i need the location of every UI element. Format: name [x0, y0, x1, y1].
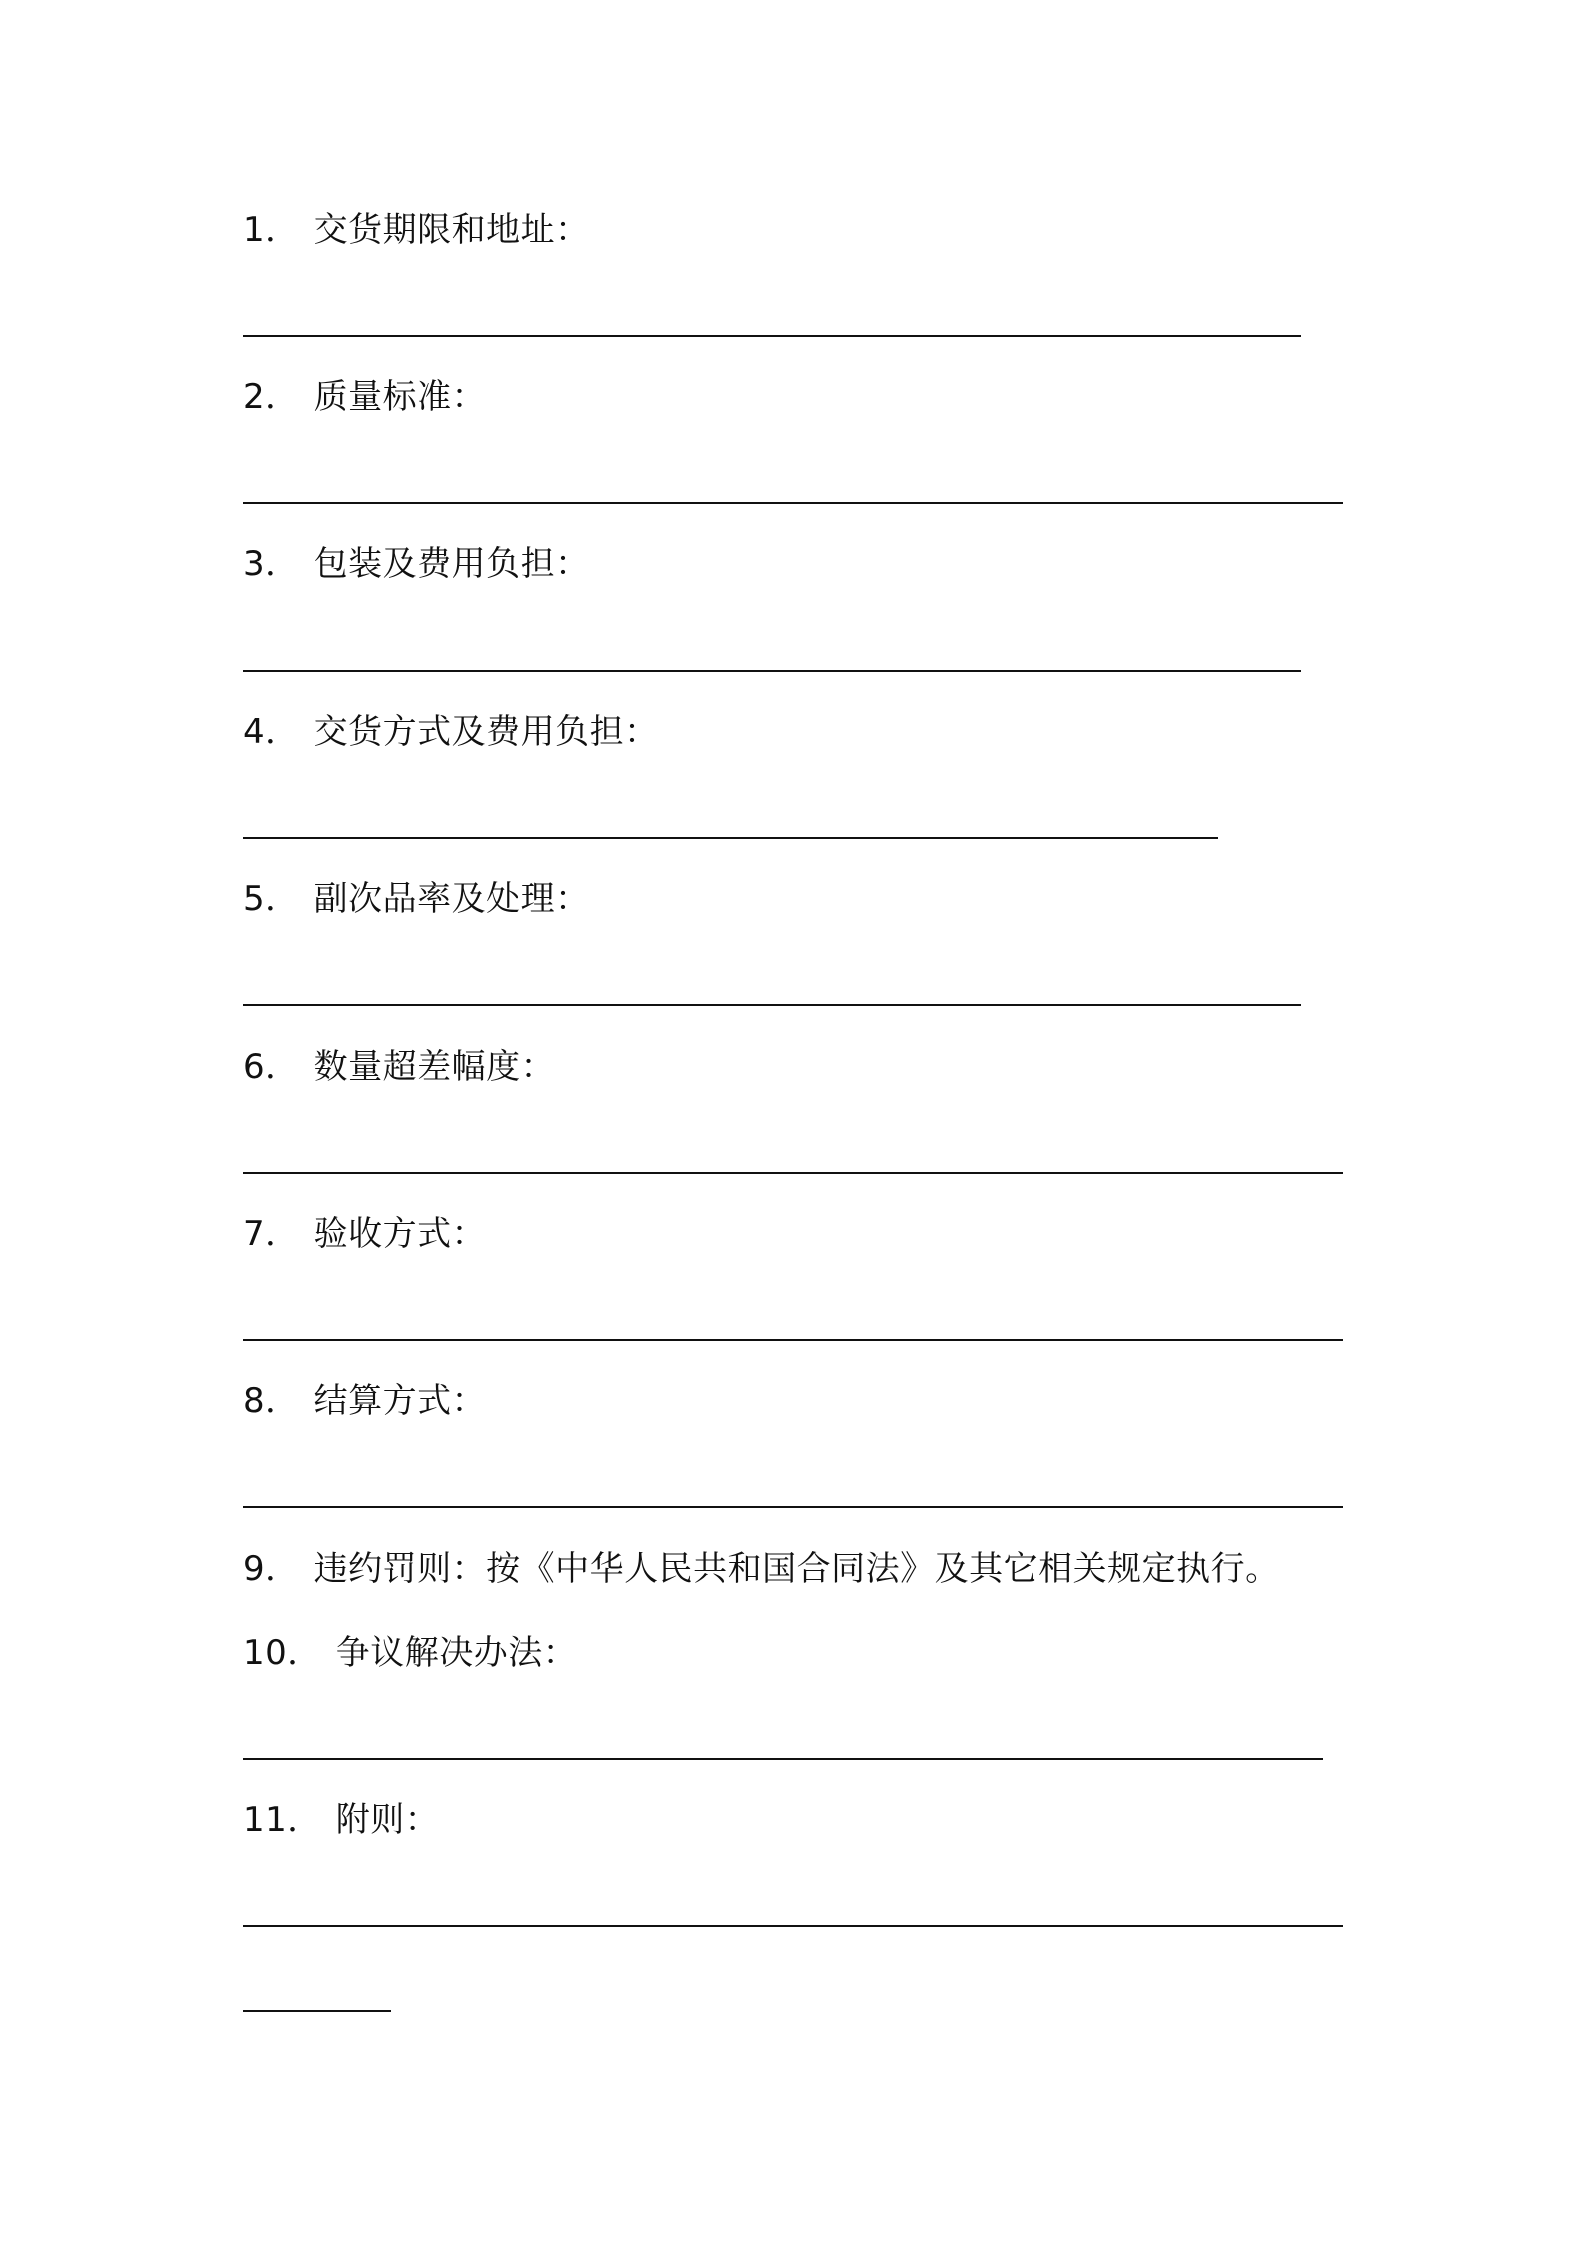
clause-3-heading — [243, 544, 590, 584]
clause-label: 数量超差幅度： — [313, 1047, 556, 1087]
clause-number: 6． — [243, 1047, 300, 1087]
clause-7-fill-line[interactable] — [243, 1339, 1343, 1341]
clause-label: 交货方式及费用负担： — [313, 712, 659, 752]
clause-number: 7． — [243, 1214, 300, 1254]
clause-5-heading — [243, 879, 590, 919]
clause-11-heading — [243, 1800, 439, 1840]
clause-label: 质量标准： — [313, 377, 487, 417]
clause-7-heading — [243, 1214, 486, 1254]
clause-4-fill-line[interactable] — [243, 837, 1218, 839]
clause-8-heading — [243, 1381, 486, 1421]
clause-number: 2． — [243, 377, 300, 417]
clause-6-fill-line[interactable] — [243, 1172, 1343, 1174]
clause-number: 9． — [243, 1549, 300, 1589]
clause-number: 10． — [243, 1633, 322, 1673]
clause-1-heading — [243, 210, 590, 250]
clause-2-heading — [243, 377, 486, 417]
clause-2-fill-line[interactable] — [243, 502, 1343, 504]
clause-label: 交货期限和地址： — [313, 210, 590, 250]
clause-label: 附则： — [335, 1800, 440, 1840]
clause-label: 副次品率及处理： — [313, 879, 590, 919]
clause-3-fill-line[interactable] — [243, 670, 1301, 672]
clause-8-fill-line[interactable] — [243, 1506, 1343, 1508]
clause-number: 3． — [243, 544, 300, 584]
clause-10-heading — [243, 1633, 577, 1673]
clause-11-fill-line-continued[interactable] — [243, 2010, 391, 2012]
clause-9-heading — [243, 1549, 1280, 1589]
clause-number: 8． — [243, 1381, 300, 1421]
clause-label: 结算方式： — [313, 1381, 487, 1421]
clause-label: 包装及费用负担： — [313, 544, 590, 584]
clause-11-fill-line[interactable] — [243, 1925, 1343, 1927]
clause-6-heading — [243, 1047, 555, 1087]
clause-1-fill-line[interactable] — [243, 335, 1301, 337]
clause-number: 11． — [243, 1800, 322, 1840]
clause-number: 5． — [243, 879, 300, 919]
clause-10-fill-line[interactable] — [243, 1758, 1323, 1760]
clause-5-fill-line[interactable] — [243, 1004, 1301, 1006]
clause-label: 验收方式： — [313, 1214, 487, 1254]
clause-number: 1． — [243, 210, 300, 250]
clause-label: 违约罚则：按《中华人民共和国合同法》及其它相关规定执行。 — [313, 1549, 1280, 1589]
clause-label: 争议解决办法： — [335, 1633, 578, 1673]
clause-4-heading — [243, 712, 659, 752]
clause-number: 4． — [243, 712, 300, 752]
